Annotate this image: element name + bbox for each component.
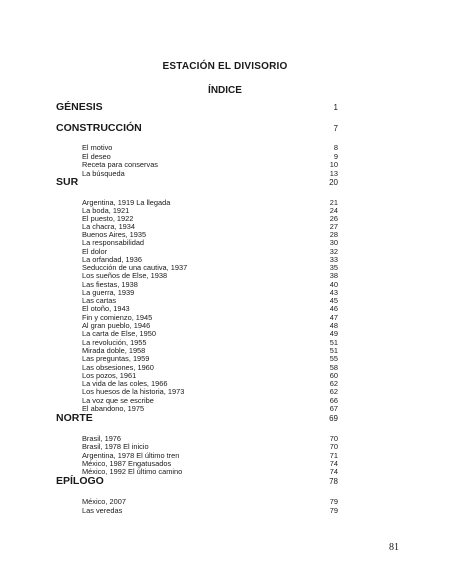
toc-section (0, 477, 450, 486)
entry-title: La responsabilidad (82, 238, 145, 247)
toc-entry (0, 304, 450, 313)
toc-page-number: 43 (329, 288, 338, 297)
section-title: SUR (56, 176, 79, 188)
entry-title: Argentina, 1978 El último tren (82, 451, 180, 460)
entry-title: Argentina, 1919 La llegada (82, 198, 171, 207)
toc-page-number: 55 (329, 354, 338, 363)
toc-page-number: 10 (329, 160, 338, 169)
toc-page-number: 70 (329, 442, 338, 451)
toc-page-number: 33 (329, 255, 338, 264)
toc-page-number: 13 (329, 169, 338, 178)
toc-entry (0, 387, 450, 396)
document-title: ESTACIÓN EL DIVISORIO (162, 61, 288, 72)
toc-page-number: 67 (329, 404, 338, 413)
entry-title: Buenos Aires, 1935 (82, 230, 147, 239)
toc-page-number: 51 (329, 338, 338, 347)
entry-title: El otoño, 1943 (82, 304, 130, 313)
entry-title: Fin y comienzo, 1945 (82, 313, 153, 322)
toc-page-number: 47 (329, 313, 338, 322)
toc-page-number: 69 (329, 414, 338, 423)
toc-page-number: 30 (329, 238, 338, 247)
toc-page-number: 40 (329, 280, 338, 289)
toc-page-number: 79 (329, 497, 338, 506)
entry-title: El motivo (82, 143, 113, 152)
toc-entry (0, 271, 450, 280)
entry-title: México, 1992 El último camino (82, 467, 183, 476)
toc-page-number: 9 (333, 152, 338, 161)
entry-title: Al gran pueblo, 1946 (82, 321, 151, 330)
toc-entry (0, 442, 450, 451)
toc-page-number: 78 (329, 477, 338, 486)
toc-page-number: 20 (329, 178, 338, 187)
entry-title: El abandono, 1975 (82, 404, 145, 413)
entry-title: El dolor (82, 247, 108, 256)
entry-title: El deseo (82, 152, 111, 161)
toc-entry (0, 329, 450, 338)
toc-section (0, 124, 450, 133)
section-title: CONSTRUCCIÓN (56, 122, 142, 134)
toc-page-number: 27 (329, 222, 338, 231)
toc-page-number: 24 (329, 206, 338, 215)
entry-title: Las fiestas, 1938 (82, 280, 138, 289)
entry-title: Brasil, 1976 (82, 434, 122, 443)
toc-page-number: 71 (329, 451, 338, 460)
entry-title: Las obsesiones, 1960 (82, 363, 154, 372)
entry-title: Los huesos de la historia, 1973 (82, 387, 185, 396)
entry-title: México, 1987 Engatusados (82, 459, 172, 468)
toc-page-number: 62 (329, 379, 338, 388)
section-title: EPÍLOGO (56, 475, 104, 487)
entry-title: Brasil, 1978 El inicio (82, 442, 149, 451)
toc-entry (0, 143, 450, 152)
toc-page-number: 46 (329, 304, 338, 313)
toc-page-number: 48 (329, 321, 338, 330)
toc-page-number: 21 (329, 198, 338, 207)
toc-page-number: 74 (329, 459, 338, 468)
toc-section (0, 178, 450, 187)
toc-page-number: 49 (329, 329, 338, 338)
toc-page-number: 26 (329, 214, 338, 223)
entry-title: El puesto, 1922 (82, 214, 134, 223)
toc-page-number: 62 (329, 387, 338, 396)
toc-section (0, 414, 450, 423)
toc-page-number: 8 (333, 143, 338, 152)
entry-title: La chacra, 1934 (82, 222, 136, 231)
entry-title: Mirada doble, 1958 (82, 346, 146, 355)
toc-page-number: 74 (329, 467, 338, 476)
toc-page-number: 35 (329, 263, 338, 272)
toc-entry (0, 238, 450, 247)
toc-section (0, 103, 450, 112)
toc-entry (0, 506, 450, 515)
entry-title: La boda, 1921 (82, 206, 130, 215)
entry-title: La carta de Else, 1950 (82, 329, 156, 338)
toc-page-number: 45 (329, 296, 338, 305)
toc-page-number: 51 (329, 346, 338, 355)
section-title: GÉNESIS (56, 101, 103, 113)
entry-title: Las veredas (82, 506, 123, 515)
entry-title: Seducción de una cautiva, 1937 (82, 263, 188, 272)
entry-title: La orfandad, 1936 (82, 255, 142, 264)
page-number: 81 (389, 542, 399, 553)
entry-title: Receta para conservas (82, 160, 158, 169)
entry-title: La búsqueda (82, 169, 125, 178)
toc-page-number: 28 (329, 230, 338, 239)
toc-page-number: 7 (333, 124, 338, 133)
entry-title: La vida de las coles, 1966 (82, 379, 168, 388)
entry-title: Los sueños de Else, 1938 (82, 271, 168, 280)
toc-page-number: 60 (329, 371, 338, 380)
entry-title: La guerra, 1939 (82, 288, 135, 297)
toc-page-number: 70 (329, 434, 338, 443)
index-heading: ÍNDICE (208, 85, 242, 96)
section-title: NORTE (56, 412, 93, 424)
entry-title: Las preguntas, 1959 (82, 354, 150, 363)
toc-page-number: 1 (333, 103, 338, 112)
entry-title: Las cartas (82, 296, 117, 305)
toc-entry (0, 354, 450, 363)
toc-page-number: 38 (329, 271, 338, 280)
toc-page-number: 79 (329, 506, 338, 515)
entry-title: La revolución, 1955 (82, 338, 147, 347)
entry-title: Los pozos, 1961 (82, 371, 137, 380)
toc-page-number: 58 (329, 363, 338, 372)
entry-title: México, 2007 (82, 497, 126, 506)
toc-entry (0, 160, 450, 169)
entry-title: La voz que se escribe (82, 396, 154, 405)
toc-page-number: 66 (329, 396, 338, 405)
toc-page-number: 32 (329, 247, 338, 256)
toc-entry (0, 497, 450, 506)
